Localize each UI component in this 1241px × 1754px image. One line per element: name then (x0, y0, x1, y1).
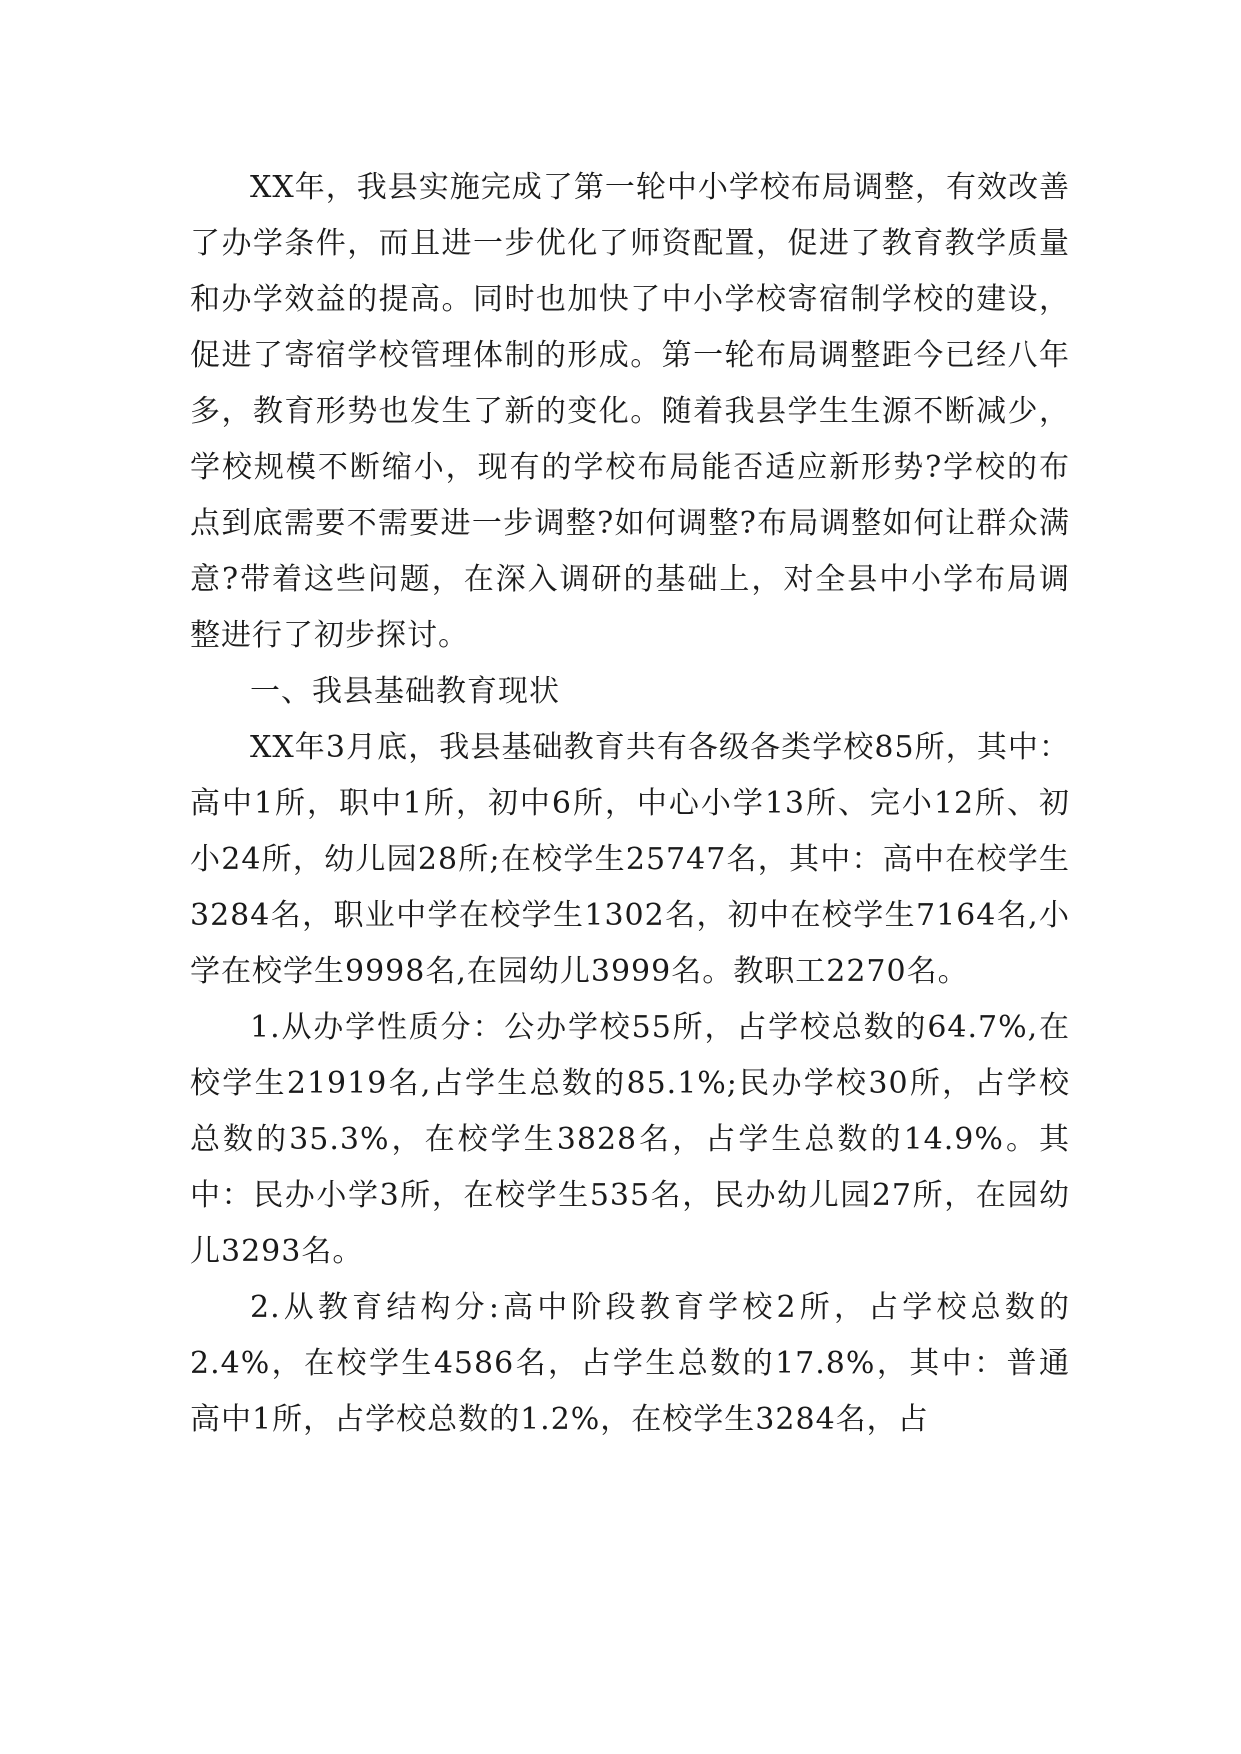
paragraph-intro: XX年，我县实施完成了第一轮中小学校布局调整，有效改善了办学条件，而且进一步优化了师资配置，促进了教育教学质量和办学效益的提高。同时也加快了中小学校寄宿制学校的建设，促进了寄宿学校管理体制的形成。第一轮布局调整距今已经八年多，教育形势也发生了新的变化。随着我县学生生源不断减少，学校规模不断缩小，现有的学校布局能否适应新形势?学校的布点到底需要不需要进一步调整?如何调整?布局调整如何让群众满意?带着这些问题，在深入调研的基础上，对全县中小学布局调整进行了初步探讨。 (190, 170, 1070, 653)
paragraph-overview: XX年3月底，我县基础教育共有各级各类学校85所，其中：高中1所，职中1所，初中6所，中心小学13所、完小12所、初小24所，幼儿园28所;在校学生25747名，其中：高中在校学生3284名，职业中学在校学生1302名，初中在校学生7164名,小学在校学生9998名,在园幼儿3999名。教职工2270名。 (190, 730, 1070, 989)
document-body (190, 160, 1070, 1448)
paragraph-nature: 1.从办学性质分：公办学校55所，占学校总数的64.7%,在校学生21919名,占学生总数的85.1%;民办学校30所，占学校总数的35.3%，在校学生3828名，占学生总数的14.9%。其中：民办小学3所，在校学生535名，民办幼儿园27所，在园幼儿3293名。 (190, 1010, 1070, 1269)
section-heading: 一、我县基础教育现状 (250, 674, 560, 709)
paragraph-structure: 2.从教育结构分:高中阶段教育学校2所，占学校总数的2.4%，在校学生4586名，占学生总数的17.8%，其中：普通高中1所，占学校总数的1.2%，在校学生3284名，占 (190, 1290, 1070, 1437)
